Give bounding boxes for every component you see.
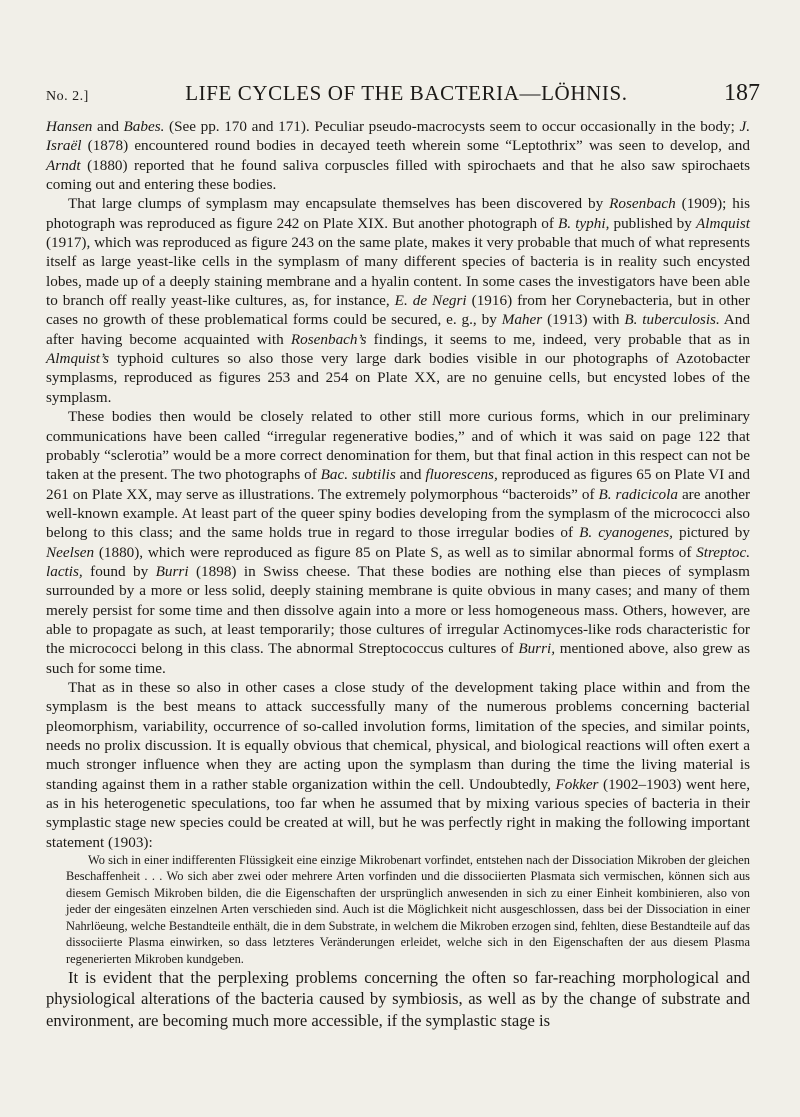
running-title: LIFE CYCLES OF THE BACTERIA—LÖHNIS.	[185, 81, 628, 105]
paragraph-5: It is evident that the perplexing problems concerning the often so far-reaching morphological and physiological alterations of the bacteria caused by symbiosis, as well as by the change of substrate and environment, are becoming much more accessible, if the symplastic stage is	[46, 967, 750, 1030]
paragraph-3: These bodies then would be closely related to other still more curious forms, which in our preliminary communications have been called “irregular regenerative bodies,” and of which it was said on page 122 that probably “sclerotia” would be a more correct denomination for them, but that final action in this respect can not be taken at the present. The two photographs of Bac. subtilis and fluorescens, reproduced as figures 65 on Plate VI and 261 on Plate XX, may serve as illustrations. The extremely polymorphous “bacteroids” of B. radicicola are another well-known example. At least part of the queer spiny bodies developing from the symplasm of the micrococci also belong to this class; and the same holds true in regard to those irregular bodies of B. cyanogenes, pictured by Neelsen (1880), which were reproduced as figure 85 on Plate S, as well as to similar abnormal forms of Streptoc. lactis, found by Burri (1898) in Swiss cheese. That these bodies are nothing else than pieces of symplasm surrounded by a more or less solid, deeply staining membrane is quite obvious in many cases; and many of them merely persist for some time and then dissolve again into a more or less homogeneous mass. Others, however, are able to propagate as such, at least temporarily; those cultures of irregular Actinomyces-like rods characteristic for the micrococci belong in this class. The abnormal Streptococcus cultures of Burri, mentioned above, also grew as such for some time.	[46, 408, 751, 677]
page-number: 187	[724, 80, 760, 106]
issue-number: No. 2.]	[46, 89, 89, 104]
paragraph-4: That as in these so also in other cases a close study of the development taking place within and from the symplasm is the best means to attack successfully many of the numerous problems concerning bacterial pleomorphism, variability, occurrence of so-called involution forms, limitation of the species, and similar points, needs no prolix discussion. It is equally obvious that chemical, physical, and biological reactions will often exert a much stronger influence when they are acting upon the symplasm than during the time the living material is standing against them in a rather stable organization within the cell. Undoubtedly, Fokker (1902–1903) went here, as in his heterogenetic speculations, too far when he assumed that by mixing various species of bacteria in their symplastic stage new species could be created at will, but he was perfectly right in making the following important statement (1903):	[46, 678, 750, 851]
paragraph-2: That large clumps of symplasm may encapsulate themselves has been discovered by Rosenbach (1909); his photograph was reproduced as figure 242 on Plate XIX. But another photograph of B. typhi, published by Almquist (1917), which was reproduced as figure 243 on the same plate, makes it very probable that much of what represents itself as large yeast-like cells in the symplasm of many different species of bacteria is in reality such encysted lobes, made up of a deeply staining membrane and a hyalin content. In some cases the investigators have been able to branch off really yeast-like cultures, as, for instance, E. de Negri (1916) from her Corynebacteria, but in other cases no growth of these problematical forms could be secured, e. g., by Maher (1913) with B. tuberculosis. And after having become acquainted with Rosenbach’s findings, it seems to me, indeed, very probable that as in Almquist’s typhoid cultures so also those very large dark bodies visible in our photographs of Azotobacter symplasms, reproduced as figures 253 and 254 on Plate XX, are no genuine cells, but encysted lobes of the symplasm.	[46, 195, 750, 406]
article-body	[46, 117, 750, 1031]
paragraph-1: Hansen and Babes. (See pp. 170 and 171). Peculiar pseudo-macrocysts seem to occur occasionally in the body; J. Israël (1878) encountered round bodies in decayed teeth wherein some “Leptothrix” was seen to develop, and Arndt (1880) reported that he found saliva corpuscles filled with spirochaets and that he also saw spirochaets coming out and entering these bodies.	[46, 118, 750, 194]
running-header	[46, 80, 760, 107]
german-quotation: Wo sich in einer indifferenten Flüssigkeit eine einzige Mikrobenart vorfindet, entstehen nach der Dissociation Mikroben der gleichen Beschaffenheit . . . Wo sich aber zwei oder mehrere Arten vorfinden und die dissociierten Plasmata sich vermischen, können sich aus diesem Gemisch Mikroben bilden, die die Eigenschaften der ursprünglich anwesenden in sich zu einer Einheit kombinieren, also von jeder der eingesäten einzelnen Arten verschieden sind. Auch ist die Möglichkeit nicht ausgeschlossen, dass bei der Dissociation in einer Nahrlöeung, welche Bestandteile enthält, die in dem Substrate, in welchem die Mikroben erzogen sind, fehlten, diese Bestandteile auf das dissociierte Plasma einwirken, so dass letzteres Veränderungen erleidet, welche sich in den Eigenschaften der aus diesem Plasma regenerierten Mikroben kundgeben.	[66, 853, 750, 966]
